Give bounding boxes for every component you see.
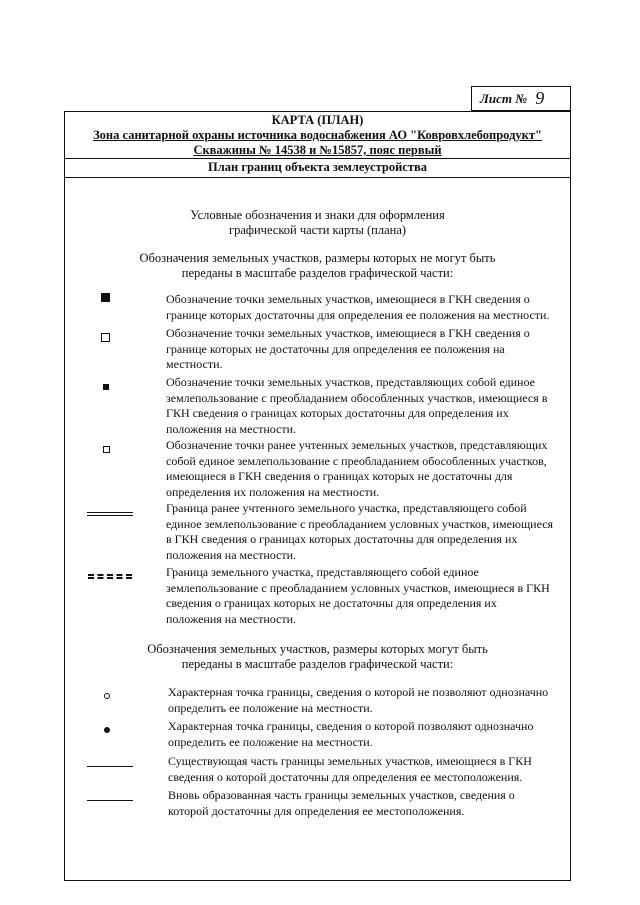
- legend-text-line: местности.: [166, 357, 223, 371]
- document-header: [64, 111, 571, 159]
- legend-text-line: определить ее положение на местности.: [168, 700, 373, 715]
- legend-text-line: Обозначение точки земельных участков, имеющиеся в ГКН сведения о: [166, 292, 530, 306]
- solid-line-icon: [87, 766, 133, 767]
- intro-line-2: графической части карты (плана): [228, 223, 407, 237]
- section2-line-1: Обозначения земельных участков, размеры которых могут быть: [147, 642, 488, 656]
- legend-text-line: единое землепользование с преобладанием условных участков, имеющиеся: [166, 516, 554, 531]
- legend-text-line: границе которых не достаточны для определения ее положения на: [166, 341, 505, 356]
- legend-item: [166, 565, 576, 627]
- filled-square-small-icon: [103, 384, 109, 390]
- legend-text-line: Характерная точка границы, сведения о которой не позволяют однозначно: [168, 685, 549, 699]
- legend-text-line: Характерная точка границы, сведения о которой позволяют однозначно: [168, 719, 534, 733]
- legend-text-line: определения их положения на местности.: [166, 484, 380, 499]
- legend-text-line: в ГКН сведения о границах которых достаточны для определения их: [166, 532, 518, 546]
- legend-item: [166, 375, 576, 437]
- legend-text-line: Существующая часть границы земельных участков, имеющиеся в ГКН: [168, 754, 532, 768]
- legend-intro: [64, 208, 571, 238]
- legend-text-line: ГКН сведения о границах которых достаточны для определения их: [166, 406, 509, 420]
- legend-text-line: Обозначение точки ранее учтенных земельных участков, представляющих: [166, 438, 548, 452]
- open-square-small-icon: [103, 446, 110, 453]
- legend-text-line: положения на местности.: [166, 421, 297, 436]
- section2-line-2: переданы в масштабе разделов графической части:: [181, 657, 454, 671]
- solid-line-icon: [87, 800, 133, 801]
- double-line-icon: [87, 512, 133, 516]
- plan-subheader: План границ объекта землеустройства: [64, 159, 571, 178]
- legend-text-line: положения на местности.: [166, 547, 297, 562]
- section1-line-2: переданы в масштабе разделов графической части:: [181, 266, 454, 280]
- legend-text-line: Обозначение точки земельных участков, имеющиеся в ГКН сведения о: [166, 326, 530, 340]
- legend-text-line: собой единое землепользование с преобладанием обособленных участков,: [166, 453, 547, 468]
- map-title: КАРТА (ПЛАН): [271, 113, 364, 127]
- intro-line-1: Условные обозначения и знаки для оформления: [190, 208, 445, 222]
- legend-item: [166, 501, 576, 563]
- legend-item: [168, 719, 576, 750]
- legend-text-line: сведения о которой достаточны для определения ее местоположения.: [168, 769, 523, 784]
- legend-text-line: которой достаточны для определения ее местоположения.: [168, 803, 465, 818]
- legend-text-line: Вновь образованная часть границы земельных участков, сведения о: [168, 788, 515, 802]
- filled-square-large-icon: [101, 293, 110, 302]
- sheet-label: Лист №: [480, 90, 528, 106]
- legend-text-line: землепользование с преобладанием обособленных участков, имеющиеся в: [166, 390, 548, 405]
- legend-item: [168, 754, 576, 785]
- legend-text-line: границе которых достаточны для определения ее положения на местности.: [166, 307, 550, 322]
- section1-heading: [64, 251, 571, 281]
- sheet-number-box: [471, 86, 571, 111]
- filled-circle-icon: [104, 727, 110, 733]
- legend-item: [168, 685, 576, 716]
- zone-title: Зона санитарной охраны источника водоснабжения АО "Ковровхлебопродукт": [93, 128, 542, 142]
- section1-line-1: Обозначения земельных участков, размеры которых не могут быть: [139, 251, 496, 265]
- open-circle-icon: [104, 693, 110, 699]
- sheet-number: 9: [535, 88, 545, 108]
- open-square-large-icon: [101, 333, 110, 342]
- legend-text-line: Граница ранее учтенного земельного участка, представляющего собой: [166, 501, 527, 515]
- section2-heading: [64, 642, 571, 672]
- legend-text-line: имеющиеся в ГКН сведения о границах которых не достаточны для: [166, 469, 513, 483]
- legend-text-line: Граница земельного участка, представляющего собой единое: [166, 565, 479, 579]
- legend-item: [166, 292, 576, 323]
- legend-text-line: определить ее положение на местности.: [168, 734, 373, 749]
- legend-text-line: положения на местности.: [166, 611, 297, 626]
- dashed-double-line-icon: [88, 574, 132, 579]
- legend-text-line: сведения о границах которых не достаточны для определения их: [166, 596, 497, 610]
- legend-item: [168, 788, 576, 819]
- legend-item: [166, 326, 576, 373]
- legend-item: [166, 438, 576, 500]
- wells-title: Скважины № 14538 и №15857, пояс первый: [193, 143, 442, 157]
- legend-text-line: землепользование с преобладанием условных участков, имеющиеся в ГКН: [166, 580, 550, 595]
- legend-text-line: Обозначение точки земельных участков, представляющих собой единое: [166, 375, 535, 389]
